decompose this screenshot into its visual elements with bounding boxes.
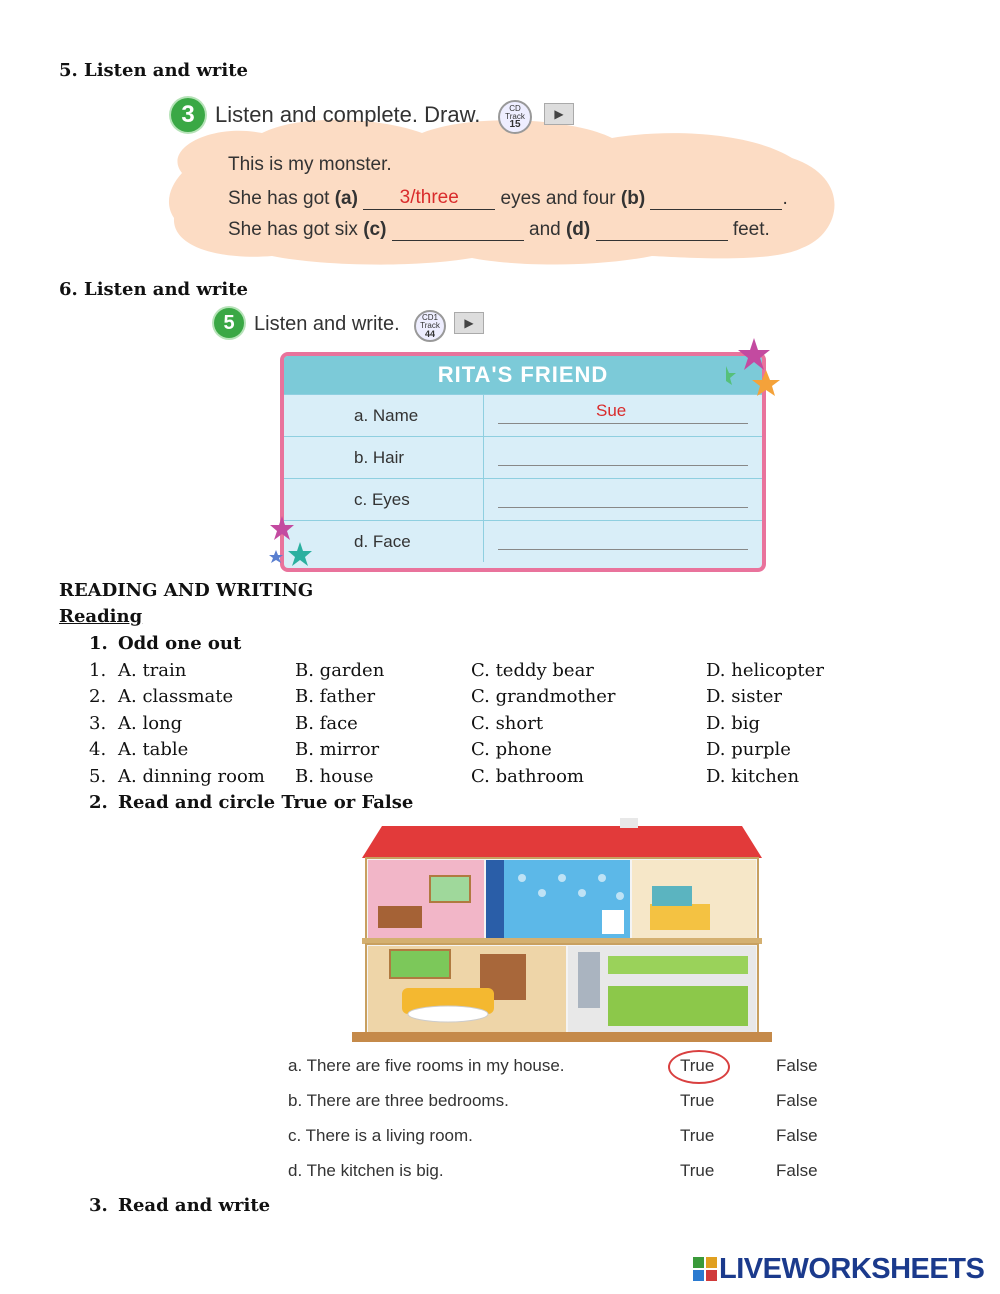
list-item: 5. A. dinning room B. house C. bathroom D. kitchen bbox=[89, 766, 800, 787]
option-d[interactable]: D. sister bbox=[706, 686, 782, 707]
star-decoration-icon bbox=[266, 514, 316, 574]
selected-circle bbox=[668, 1050, 730, 1084]
house-illustration bbox=[352, 818, 772, 1043]
answer-field[interactable] bbox=[484, 437, 762, 478]
list-item: c. There is a living room. True False bbox=[288, 1126, 818, 1145]
play-icon[interactable]: ▶ bbox=[454, 312, 484, 334]
option-c[interactable]: C. grandmother bbox=[471, 686, 616, 707]
true-option[interactable]: True bbox=[680, 1056, 715, 1075]
liveworksheets-logo[interactable]: LIVEWORKSHEETS bbox=[693, 1254, 984, 1284]
table-row: d. Face bbox=[284, 520, 762, 562]
exercise-number-badge: 3 bbox=[171, 98, 205, 132]
exercise-number-badge: 5 bbox=[214, 308, 244, 338]
list-item: 4. A. table B. mirror C. phone D. purple bbox=[89, 739, 791, 760]
monster-line-2: She has got (a) 3/three eyes and four (b) . bbox=[228, 187, 788, 209]
question-title: Odd one out bbox=[118, 633, 242, 654]
option-a[interactable]: A. table bbox=[118, 739, 189, 760]
true-option[interactable]: True bbox=[680, 1161, 715, 1180]
true-option[interactable]: True bbox=[680, 1126, 715, 1145]
listen-complete-exercise bbox=[152, 88, 840, 273]
play-icon[interactable]: ▶ bbox=[544, 103, 574, 125]
option-c[interactable]: C. phone bbox=[471, 739, 552, 760]
monster-line-1: This is my monster. bbox=[228, 154, 392, 175]
logo-mark-icon bbox=[693, 1257, 717, 1281]
false-option[interactable]: False bbox=[776, 1161, 818, 1180]
option-a[interactable]: A. train bbox=[118, 660, 187, 681]
answer-a-field[interactable]: 3/three bbox=[363, 187, 495, 210]
section-5-heading: 5. Listen and write bbox=[59, 60, 248, 81]
cd-track-icon: CD Track 15 bbox=[498, 100, 532, 134]
option-b[interactable]: B. father bbox=[295, 686, 376, 707]
true-option[interactable]: True bbox=[680, 1091, 715, 1110]
listen-write-exercise bbox=[196, 304, 806, 576]
option-a[interactable]: A. classmate bbox=[118, 686, 234, 707]
list-item: a. There are five rooms in my house. True False bbox=[288, 1056, 838, 1086]
question-title: Read and write bbox=[118, 1195, 271, 1216]
answer-d-field[interactable] bbox=[596, 220, 728, 241]
exercise-instruction: Listen and complete. Draw. bbox=[215, 102, 481, 127]
option-b[interactable]: B. garden bbox=[295, 660, 385, 681]
answer-c-field[interactable] bbox=[392, 220, 524, 241]
question-number: 3. bbox=[89, 1195, 108, 1216]
option-d[interactable]: D. big bbox=[706, 713, 761, 734]
option-b[interactable]: B. mirror bbox=[295, 739, 380, 760]
option-a[interactable]: A. long bbox=[118, 713, 183, 734]
list-item: d. The kitchen is big. True False bbox=[288, 1161, 818, 1180]
question-number: 1. bbox=[89, 633, 108, 654]
section-6-heading: 6. Listen and write bbox=[59, 279, 248, 300]
option-d[interactable]: D. purple bbox=[706, 739, 791, 760]
ritas-friend-table bbox=[280, 352, 766, 572]
table-row: c. Eyes bbox=[284, 478, 762, 520]
question-number: 2. bbox=[89, 792, 108, 813]
exercise-instruction: Listen and write. bbox=[254, 313, 400, 335]
table-title: RITA'S FRIEND bbox=[284, 356, 762, 394]
monster-line-3: She has got six (c) and (d) feet. bbox=[228, 219, 770, 240]
list-item: 1. A. train B. garden C. teddy bear D. helicopter bbox=[89, 660, 824, 681]
option-c[interactable]: C. teddy bear bbox=[471, 660, 594, 681]
section-title: READING AND WRITING bbox=[59, 580, 314, 601]
subsection-title: Reading bbox=[59, 606, 143, 627]
list-item: 2. A. classmate B. father C. grandmother D. sister bbox=[89, 686, 782, 707]
false-option[interactable]: False bbox=[776, 1056, 818, 1075]
table-row: a. Name Sue bbox=[284, 394, 762, 436]
option-b[interactable]: B. face bbox=[295, 713, 358, 734]
option-a[interactable]: A. dinning room bbox=[118, 766, 265, 787]
cd-track-icon: CD1 Track 44 bbox=[414, 310, 446, 342]
false-option[interactable]: False bbox=[776, 1126, 818, 1145]
table-row: b. Hair bbox=[284, 436, 762, 478]
true-false-list bbox=[282, 1050, 838, 1190]
option-d[interactable]: D. kitchen bbox=[706, 766, 800, 787]
false-option[interactable]: False bbox=[776, 1091, 818, 1110]
answer-field[interactable]: Sue bbox=[484, 395, 762, 436]
list-item: b. There are three bedrooms. True False bbox=[288, 1091, 818, 1110]
option-c[interactable]: C. short bbox=[471, 713, 544, 734]
answer-field[interactable] bbox=[484, 521, 762, 562]
option-c[interactable]: C. bathroom bbox=[471, 766, 585, 787]
list-item: 3. A. long B. face C. short D. big bbox=[89, 713, 761, 734]
option-b[interactable]: B. house bbox=[295, 766, 374, 787]
option-d[interactable]: D. helicopter bbox=[706, 660, 824, 681]
answer-b-field[interactable] bbox=[650, 189, 782, 210]
question-title: Read and circle True or False bbox=[118, 792, 414, 813]
star-decoration-icon bbox=[726, 332, 796, 412]
answer-field[interactable] bbox=[484, 479, 762, 520]
